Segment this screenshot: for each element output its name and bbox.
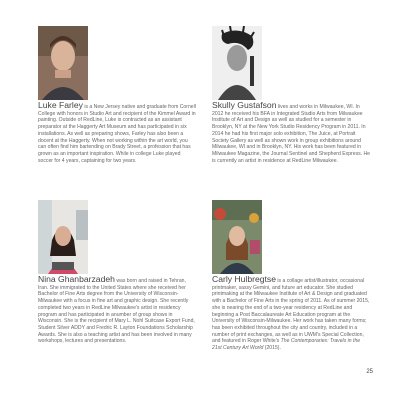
bio-text bbox=[212, 276, 370, 352]
portrait-photo bbox=[38, 26, 88, 100]
bio-body: is a collage artist/illustrator, occasional printmaker, sassy Gemini, and future art educator. She studied printmaking at the Milwaukee Institute of Art & Design and graduated with a Bachelor of Fine Arts in the spring of 2011. As of summer 2015, she is nearing the end of a two-year residency at RedLine and beginning a Post Baccalaureate Art Education program at the University of Wisconsin-Milwaukee. Her work has taken many forms; has been exhibited throughout the city and country, included in a number of print exchanges, as well as in UWM's Special Collection, and featured in Roger White's bbox=[212, 278, 370, 345]
bio-luke-farley bbox=[38, 26, 196, 164]
book-title: The Contemporaries: Travels in the 21st Century Art World bbox=[212, 338, 361, 352]
page-number: 25 bbox=[366, 369, 373, 375]
bio-skully-gustafson bbox=[212, 26, 370, 164]
portrait-photo bbox=[212, 26, 262, 100]
bio-text bbox=[38, 276, 196, 345]
portrait-photo bbox=[38, 200, 88, 274]
bio-body: was born and raised in Tehran, Iran. She immigrated to the United States where she received her Bachelor of Fine Arts degree from the University of Wisconsin-Milwaukee with a focus in fine art and graphic design. She recently completed two years in RedLine Milwaukee's artist in residency program and has participated in anumber of group shows in Wisconsin. She is the recipient of Mary L. Nohl Suitcase Export Fund, Student Silver ADDY and Fredric R. Layton Foundations Scholarship Awards. She is also a teaching artist and has been involved in many workshops, lectures and presentations. bbox=[38, 278, 195, 345]
bio-text bbox=[212, 102, 370, 164]
bio-text bbox=[38, 102, 196, 164]
portrait-photo bbox=[212, 200, 262, 274]
bio-nina-ghanbarzadeh bbox=[38, 200, 196, 345]
bio-body-end: (2015). bbox=[263, 345, 281, 352]
bio-body: lives and works in Milwaukee, WI. In 2012 he received his BFA in Integrated Studio Arts from Milwaukee Institute of Art and Design as well as studied for a semester in Brooklyn, NY at the New York Studio Residency Program in 2011. In 2014 he had his first major solo exhibition, The Juice, at Portrait Society Gallery as well as shown work in group exhibitions around Milwaukee, WI and in Brooklyn, NY. His work has been featured in Milwaukee Magazine, the Journal Sentinel and Shepherd Express. He is currently an artist in residence at RedLine Milwaukee. bbox=[212, 104, 370, 164]
bio-name: Carly Hulbregtse bbox=[212, 274, 276, 284]
bio-name: Skully Gustafson bbox=[212, 100, 277, 110]
bio-body: is a New Jersey native and graduate from Cornell College with honors in Studio Art and recipient of the Kimmel Award in painting. Outside of RedLine, Luke is contracted as an assistant preparator at the Haggerty Art Museum and has participated in six installations. As well as preparing shows, Farley has also been a docent at the Haggerty. When not working within the art world, you can often find him bartending on Brady Street, a profession that has grown as an important inspiration. While in college Luke played soccer for 4 years, captaining for two years. bbox=[38, 104, 196, 164]
bio-name: Nina Ghanbarzadeh bbox=[38, 274, 115, 284]
bio-carly-hulbregtse bbox=[212, 200, 370, 352]
bio-name: Luke Farley bbox=[38, 100, 83, 110]
